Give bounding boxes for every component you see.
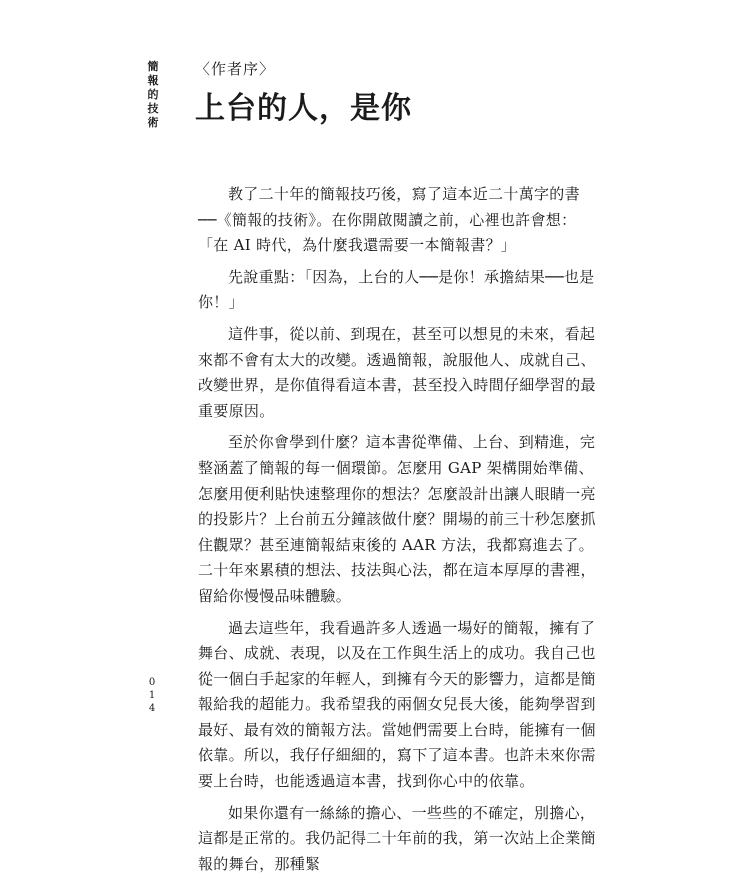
paragraph-6: 如果你還有一絲絲的擔心、一些些的不確定，別擔心，這都是正常的。我仍記得二十年前的我，第一次站上企業簡報的舞台，那種緊 — [198, 803, 596, 873]
paragraph-1: 教了二十年的簡報技巧後，寫了這本近二十萬字的書──《簡報的技術》。在你開啟閱讀之前，心裡也許會想：「在 AI 時代，為什麼我還需要一本簡報書？」 — [198, 185, 580, 255]
paragraph-5: 過去這些年，我看過許多人透過一場好的簡報，擁有了舞台、成就、表現，以及在工作與生活上的成功。我自己也從一個白手起家的年輕人，到擁有今天的影響力，這都是簡報給我的超能力。我希望我的兩個女兒長大後，能夠學習到最好、最有效的簡報方法。當她們需要上台時，能擁有一個依靠。所以，我仔仔細細的，寫下了這本書。也許未來你需要上台時，也能透過這本書，找到你心中的依靠。 — [198, 618, 596, 791]
chapter-title: 上台的人，是你 — [195, 91, 412, 126]
body-text — [198, 182, 598, 883]
paragraph-3: 這件事，從以前、到現在，甚至可以想見的未來，看起來都不會有太大的改變。透過簡報，說服他人、成就自己、改變世界，是你值得看這本書，甚至投入時間仔細學習的最重要原因。 — [198, 324, 596, 420]
paragraph-2: 先說重點：「因為，上台的人──是你！承擔結果──也是你！」 — [198, 267, 595, 312]
page-number: 014 — [148, 677, 156, 714]
running-head: 簡報的技術 — [147, 60, 159, 129]
section-label: 〈作者序〉 — [195, 60, 276, 78]
paragraph-4: 至於你會學到什麼？這本書從準備、上台、到精進，完整涵蓋了簡報的每一個環節。怎麼用 GAP 架構開始準備、怎麼用便利貼快速整理你的想法？怎麼設計出讓人眼睛一亮的投影片？上台前五分鐘該做什麼？開場的前三十秒怎麼抓住觀眾？甚至連簡報結束後的 AAR 方法，我都寫進去了。二十年來累積的想法、技法與心法，都在這本厚厚的書裡，留給你慢慢品味體驗。 — [198, 433, 596, 605]
